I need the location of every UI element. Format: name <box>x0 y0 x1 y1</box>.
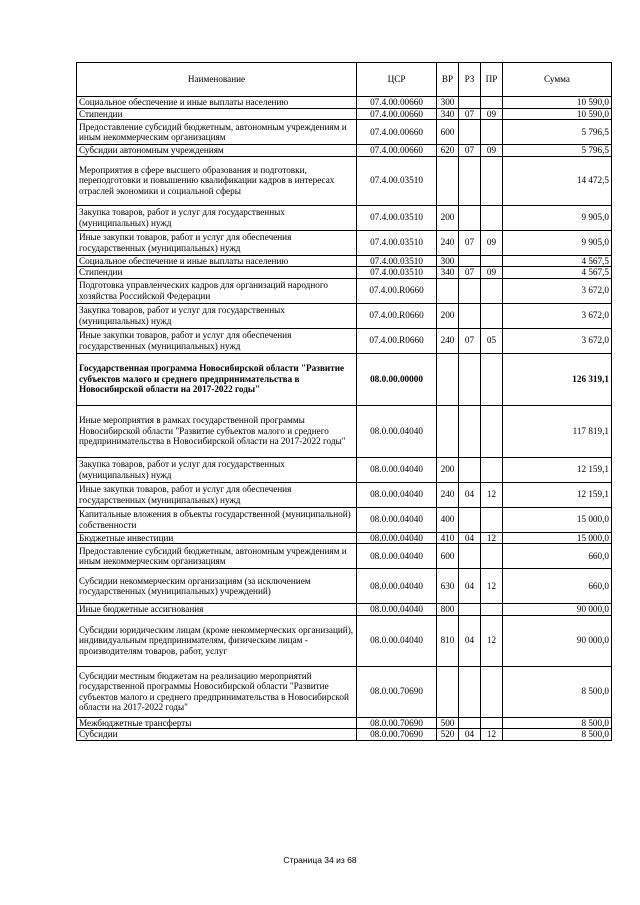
cell-csr: 07.4.00.00660 <box>357 120 437 145</box>
cell-pr <box>481 205 503 230</box>
cell-sum: 660,0 <box>503 544 612 569</box>
cell-name: Закупка товаров, работ и услуг для государственных (муниципальных) нужд <box>77 457 357 482</box>
cell-rz: 07 <box>459 108 481 120</box>
cell-name: Субсидии автономным учреждениям <box>77 145 357 157</box>
cell-rz <box>459 303 481 328</box>
cell-pr <box>481 604 503 616</box>
table-row <box>77 328 612 353</box>
cell-name: Подготовка управленческих кадров для организаций народного хозяйства Российской Федерации <box>77 278 357 303</box>
cell-rz <box>459 717 481 729</box>
cell-name: Закупка товаров, работ и услуг для государственных (муниципальных) нужд <box>77 303 357 328</box>
cell-sum: 5 796,5 <box>503 120 612 145</box>
cell-csr: 08.0.00.04040 <box>357 615 437 666</box>
cell-pr <box>481 120 503 145</box>
cell-sum: 90 000,0 <box>503 615 612 666</box>
cell-csr: 07.4.00.03510 <box>357 156 437 205</box>
cell-rz: 07 <box>459 267 481 279</box>
cell-vr: 600 <box>437 120 459 145</box>
table-row <box>77 507 612 532</box>
cell-csr: 08.0.00.70690 <box>357 717 437 729</box>
table-row <box>77 729 612 741</box>
cell-pr: 09 <box>481 267 503 279</box>
cell-csr: 07.4.00.00660 <box>357 145 437 157</box>
cell-rz <box>459 604 481 616</box>
cell-name: Предоставление субсидий бюджетным, автономным учреждениям и иным некоммерческим организациям <box>77 544 357 569</box>
cell-sum: 8 500,0 <box>503 666 612 717</box>
cell-csr: 08.0.00.04040 <box>357 569 437 604</box>
cell-name: Субсидии юридическим лицам (кроме некоммерческих организаций), индивидуальным предпринимателям, физическим лицам - производителям товаров, работ, услуг <box>77 615 357 666</box>
cell-name: Социальное обеспечение и иные выплаты населению <box>77 255 357 267</box>
cell-rz <box>459 666 481 717</box>
cell-sum: 126 319,1 <box>503 353 612 405</box>
cell-pr <box>481 544 503 569</box>
cell-vr: 800 <box>437 604 459 616</box>
cell-pr <box>481 303 503 328</box>
cell-name: Межбюджетные трансферты <box>77 717 357 729</box>
cell-pr: 12 <box>481 482 503 507</box>
cell-vr: 200 <box>437 303 459 328</box>
cell-sum: 4 567,5 <box>503 267 612 279</box>
cell-pr: 12 <box>481 615 503 666</box>
cell-csr: 07.4.00.03510 <box>357 230 437 255</box>
cell-rz <box>459 457 481 482</box>
cell-name: Капитальные вложения в объекты государственной (муниципальной) собственности <box>77 507 357 532</box>
table-row <box>77 604 612 616</box>
cell-sum: 10 590,0 <box>503 97 612 109</box>
cell-csr: 07.4.00.R0660 <box>357 328 437 353</box>
cell-rz: 04 <box>459 729 481 741</box>
table-row <box>77 544 612 569</box>
cell-vr: 340 <box>437 267 459 279</box>
cell-name: Бюджетные инвестиции <box>77 532 357 544</box>
cell-rz: 07 <box>459 145 481 157</box>
cell-pr: 12 <box>481 569 503 604</box>
cell-vr: 630 <box>437 569 459 604</box>
cell-rz: 04 <box>459 569 481 604</box>
cell-rz: 04 <box>459 615 481 666</box>
table-row <box>77 108 612 120</box>
cell-rz <box>459 544 481 569</box>
cell-vr: 620 <box>437 145 459 157</box>
cell-vr <box>437 278 459 303</box>
budget-table <box>76 62 612 741</box>
cell-pr <box>481 405 503 457</box>
cell-csr: 08.0.00.04040 <box>357 544 437 569</box>
cell-csr: 07.4.00.00660 <box>357 108 437 120</box>
cell-sum: 3 672,0 <box>503 303 612 328</box>
cell-rz: 07 <box>459 328 481 353</box>
cell-csr: 08.0.00.04040 <box>357 532 437 544</box>
cell-name: Иные закупки товаров, работ и услуг для обеспечения государственных (муниципальных) нужд <box>77 482 357 507</box>
table-row <box>77 156 612 205</box>
table-row <box>77 230 612 255</box>
cell-sum: 8 500,0 <box>503 717 612 729</box>
header-vr: ВР <box>437 63 459 97</box>
cell-sum: 3 672,0 <box>503 278 612 303</box>
table-row <box>77 303 612 328</box>
cell-name: Иные закупки товаров, работ и услуг для обеспечения государственных (муниципальных) нужд <box>77 230 357 255</box>
cell-name: Мероприятия в сфере высшего образования и подготовки, переподготовки и повышению квалификации кадров в интересах отраслей экономики и социальной сферы <box>77 156 357 205</box>
cell-pr <box>481 97 503 109</box>
cell-sum: 9 905,0 <box>503 230 612 255</box>
cell-csr: 07.4.00.R0660 <box>357 278 437 303</box>
cell-name: Субсидии местным бюджетам на реализацию мероприятий государственной программы Новосибирской области "Развитие субъектов малого и среднего предпринимательства в Новосибирской области на 2017-2022 годы" <box>77 666 357 717</box>
cell-sum: 10 590,0 <box>503 108 612 120</box>
cell-sum: 15 000,0 <box>503 532 612 544</box>
header-name: Наименование <box>77 63 357 97</box>
table-row <box>77 267 612 279</box>
table-row <box>77 569 612 604</box>
cell-csr: 07.4.00.R0660 <box>357 303 437 328</box>
cell-rz <box>459 205 481 230</box>
table-row <box>77 615 612 666</box>
cell-sum: 14 472,5 <box>503 156 612 205</box>
cell-sum: 90 000,0 <box>503 604 612 616</box>
cell-sum: 12 159,1 <box>503 482 612 507</box>
table-row <box>77 120 612 145</box>
cell-rz: 04 <box>459 532 481 544</box>
table-row <box>77 405 612 457</box>
cell-csr: 07.4.00.03510 <box>357 205 437 230</box>
cell-name: Социальное обеспечение и иные выплаты населению <box>77 97 357 109</box>
cell-sum: 117 819,1 <box>503 405 612 457</box>
table-header-row <box>77 63 612 97</box>
cell-pr <box>481 278 503 303</box>
cell-sum: 4 567,5 <box>503 255 612 267</box>
cell-vr: 810 <box>437 615 459 666</box>
cell-pr: 09 <box>481 230 503 255</box>
cell-rz: 04 <box>459 482 481 507</box>
cell-sum: 660,0 <box>503 569 612 604</box>
cell-csr: 08.0.00.70690 <box>357 729 437 741</box>
cell-name: Иные бюджетные ассигнования <box>77 604 357 616</box>
cell-csr: 08.0.00.04040 <box>357 457 437 482</box>
cell-vr: 300 <box>437 97 459 109</box>
cell-csr: 07.4.00.00660 <box>357 97 437 109</box>
cell-name: Стипендии <box>77 267 357 279</box>
cell-name: Стипендии <box>77 108 357 120</box>
cell-sum: 9 905,0 <box>503 205 612 230</box>
cell-sum: 3 672,0 <box>503 328 612 353</box>
cell-rz <box>459 156 481 205</box>
cell-pr: 09 <box>481 108 503 120</box>
table-row <box>77 278 612 303</box>
cell-vr <box>437 666 459 717</box>
cell-vr: 200 <box>437 457 459 482</box>
cell-pr: 09 <box>481 145 503 157</box>
cell-csr: 08.0.00.04040 <box>357 604 437 616</box>
cell-csr: 08.0.00.00000 <box>357 353 437 405</box>
cell-vr: 600 <box>437 544 459 569</box>
cell-vr <box>437 405 459 457</box>
cell-rz <box>459 97 481 109</box>
header-csr: ЦСР <box>357 63 437 97</box>
cell-vr: 200 <box>437 205 459 230</box>
cell-name: Предоставление субсидий бюджетным, автономным учреждениям и иным некоммерческим организациям <box>77 120 357 145</box>
cell-rz <box>459 507 481 532</box>
cell-vr: 400 <box>437 507 459 532</box>
cell-csr: 08.0.00.70690 <box>357 666 437 717</box>
header-sum: Сумма <box>503 63 612 97</box>
cell-vr: 240 <box>437 230 459 255</box>
cell-sum: 8 500,0 <box>503 729 612 741</box>
cell-vr: 500 <box>437 717 459 729</box>
table-row <box>77 205 612 230</box>
cell-vr: 340 <box>437 108 459 120</box>
cell-vr <box>437 156 459 205</box>
cell-pr <box>481 507 503 532</box>
cell-name: Иные закупки товаров, работ и услуг для обеспечения государственных (муниципальных) нужд <box>77 328 357 353</box>
page-number: Страница 34 из 68 <box>283 855 357 865</box>
cell-rz <box>459 278 481 303</box>
cell-pr: 05 <box>481 328 503 353</box>
cell-pr <box>481 156 503 205</box>
cell-name: Закупка товаров, работ и услуг для государственных (муниципальных) нужд <box>77 205 357 230</box>
cell-pr <box>481 255 503 267</box>
cell-pr: 12 <box>481 729 503 741</box>
cell-csr: 07.4.00.03510 <box>357 255 437 267</box>
table-row <box>77 482 612 507</box>
header-rz: РЗ <box>459 63 481 97</box>
cell-csr: 08.0.00.04040 <box>357 405 437 457</box>
cell-rz <box>459 255 481 267</box>
cell-name: Субсидии некоммерческим организациям (за исключением государственных (муниципальных) учреждений) <box>77 569 357 604</box>
cell-pr <box>481 457 503 482</box>
cell-pr <box>481 353 503 405</box>
cell-name: Субсидии <box>77 729 357 741</box>
cell-rz <box>459 405 481 457</box>
cell-pr: 12 <box>481 532 503 544</box>
cell-name: Государственная программа Новосибирской области "Развитие субъектов малого и среднего предпринимательства в Новосибирской области на 2017-2022 годы" <box>77 353 357 405</box>
cell-csr: 08.0.00.04040 <box>357 482 437 507</box>
cell-vr: 240 <box>437 482 459 507</box>
cell-sum: 5 796,5 <box>503 145 612 157</box>
table-row <box>77 255 612 267</box>
table-row <box>77 457 612 482</box>
cell-vr: 410 <box>437 532 459 544</box>
cell-vr: 520 <box>437 729 459 741</box>
table-row <box>77 532 612 544</box>
cell-csr: 08.0.00.04040 <box>357 507 437 532</box>
cell-rz: 07 <box>459 230 481 255</box>
cell-vr <box>437 353 459 405</box>
cell-pr <box>481 717 503 729</box>
cell-vr: 240 <box>437 328 459 353</box>
cell-vr: 300 <box>437 255 459 267</box>
table-row <box>77 353 612 405</box>
header-pr: ПР <box>481 63 503 97</box>
cell-rz <box>459 120 481 145</box>
table-body <box>77 97 612 741</box>
cell-sum: 12 159,1 <box>503 457 612 482</box>
table-row <box>77 717 612 729</box>
cell-rz <box>459 353 481 405</box>
cell-pr <box>481 666 503 717</box>
table-row <box>77 145 612 157</box>
table-row <box>77 97 612 109</box>
cell-name: Иные мероприятия в рамках государственной программы Новосибирской области "Развитие субъектов малого и среднего предпринимательства в Новосибирской области на 2017-2022 годы" <box>77 405 357 457</box>
table-row <box>77 666 612 717</box>
cell-csr: 07.4.00.03510 <box>357 267 437 279</box>
cell-sum: 15 000,0 <box>503 507 612 532</box>
